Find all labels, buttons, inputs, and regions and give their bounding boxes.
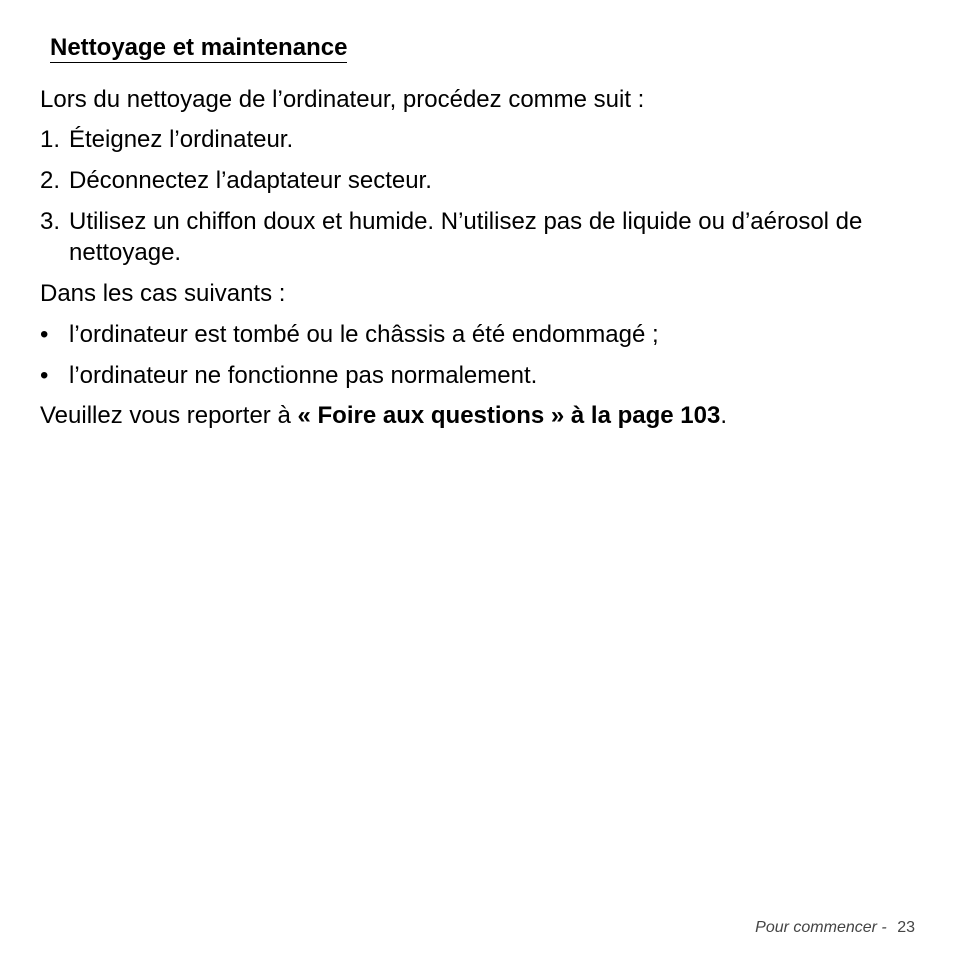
- conclusion-suffix: .: [720, 402, 727, 429]
- step-text: Éteignez l’ordinateur.: [69, 126, 294, 153]
- step-text: Utilisez un chiffon doux et humide. N’utilisez pas de liquide ou d’aérosol de nettoyage.: [69, 208, 863, 266]
- case-item-1: [40, 319, 930, 350]
- step-number: 3.: [40, 208, 61, 235]
- section-title-text: Nettoyage et maintenance: [50, 34, 348, 61]
- bullet-icon: •: [40, 362, 49, 389]
- section-title: [50, 33, 347, 63]
- case-text: l’ordinateur ne fonctionne pas normalement.: [69, 362, 538, 389]
- intro-paragraph: Lors du nettoyage de l’ordinateur, procédez comme suit :: [40, 86, 645, 113]
- case-item-2: [40, 360, 930, 391]
- bullet-icon: •: [40, 321, 49, 348]
- cases-intro-paragraph: Dans les cas suivants :: [40, 280, 286, 307]
- case-text: l’ordinateur est tombé ou le châssis a été endommagé ;: [69, 321, 659, 348]
- page-footer: [755, 918, 915, 938]
- conclusion-paragraph: [40, 400, 727, 431]
- footer-label: Pour commencer -: [755, 919, 892, 936]
- page-number: 23: [897, 919, 915, 936]
- step-text: Déconnectez l’adaptateur secteur.: [69, 167, 432, 194]
- step-number: 1.: [40, 126, 61, 153]
- step-item-1: [40, 124, 930, 155]
- step-item-3: [40, 206, 930, 268]
- faq-reference-link[interactable]: « Foire aux questions » à la page 103: [297, 402, 721, 429]
- conclusion-prefix: Veuillez vous reporter à: [40, 402, 298, 429]
- step-item-2: [40, 165, 930, 196]
- step-number: 2.: [40, 167, 61, 194]
